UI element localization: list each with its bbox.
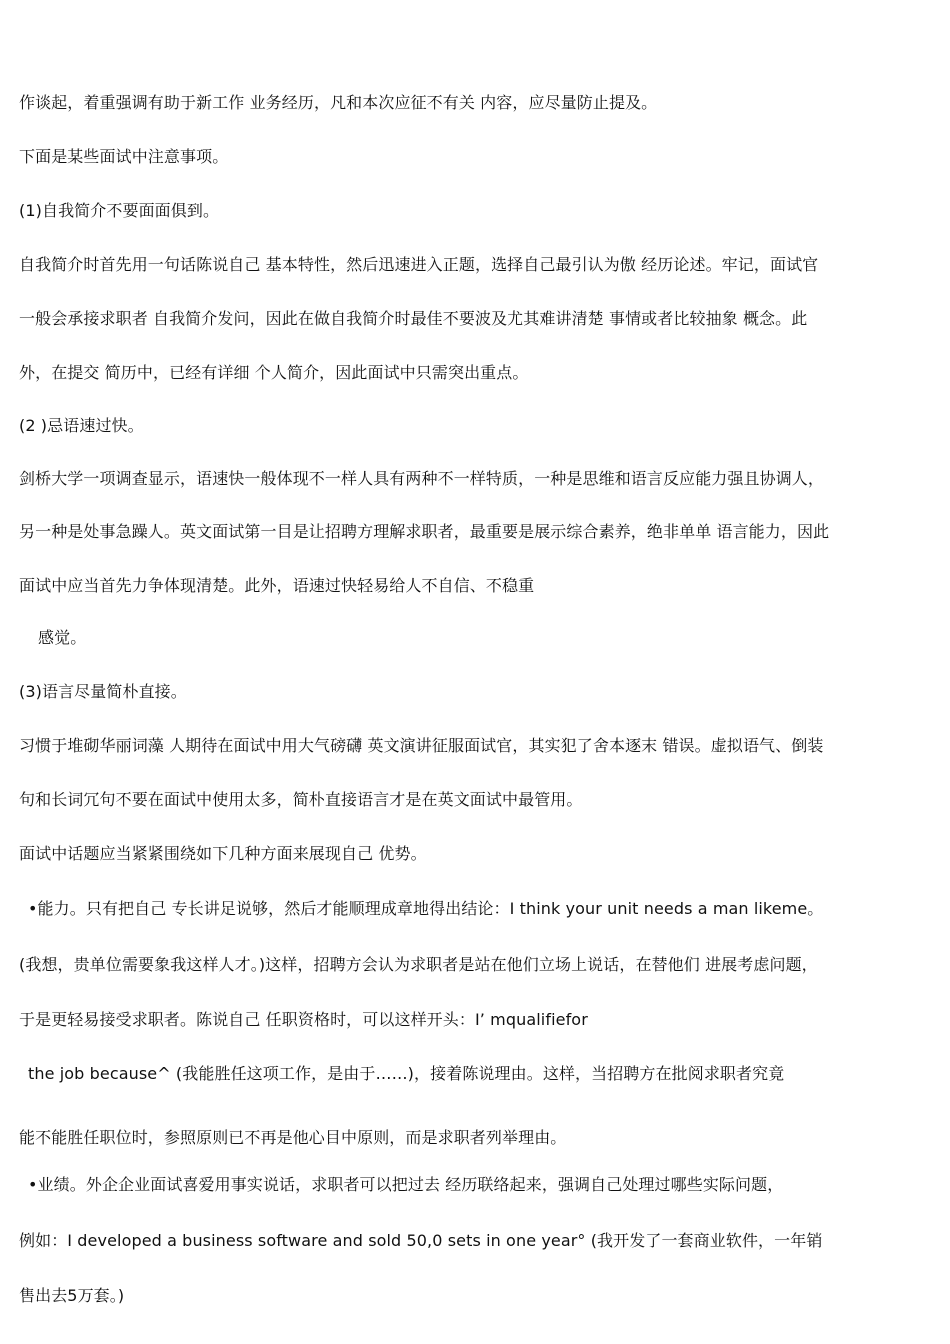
paragraph-line-17: 例如：I developed a business software and sold 50,0 sets in one year° (我开发了一套商业软件，一年销: [19, 1231, 823, 1250]
section-heading-2: (2 )忌语速过快。: [19, 416, 144, 435]
paragraph-line-14: 于是更轻易接受求职者。陈说自己 任职资格时，可以这样开头：I’ mqualifiefor: [19, 1010, 588, 1029]
bullet-line-performance: •业绩。外企企业面试喜爱用事实说话，求职者可以把过去 经历联络起来，强调自己处理过哪些实际问题，: [28, 1175, 784, 1194]
paragraph-line-12: 面试中话题应当紧紧围绕如下几种方面来展现自己 优势。: [19, 844, 427, 863]
bullet-line-ability: •能力。只有把自己 专长讲足说够，然后才能顺理成章地得出结论：I think your unit needs a man likeme。: [28, 899, 824, 918]
paragraph-line-16: 能不能胜任职位时，参照原则已不再是他心目中原则，而是求职者列举理由。: [19, 1128, 567, 1147]
paragraph-line-3: 自我简介时首先用一句话陈说自己 基本特性，然后迅速进入正题，选择自己最引认为傲 经历论述。牢记，面试官: [19, 255, 819, 274]
paragraph-line-11: 句和长词冗句不要在面试中使用太多，简朴直接语言才是在英文面试中最管用。: [19, 790, 583, 809]
paragraph-line-8: 面试中应当首先力争体现清楚。此外，语速过快轻易给人不自信、不稳重: [19, 576, 535, 595]
paragraph-line-2: 下面是某些面试中注意事项。: [19, 147, 229, 166]
paragraph-line-13: (我想，贵单位需要象我这样人才。)这样，招聘方会认为求职者是站在他们立场上说话，在替他们 进展考虑问题，: [19, 955, 818, 974]
paragraph-line-7: 另一种是处事急躁人。英文面试第一目是让招聘方理解求职者，最重要是展示综合素养，绝非单单 语言能力，因此: [19, 522, 830, 541]
paragraph-line-10: 习惯于堆砌华丽词藻 人期待在面试中用大气磅礴 英文演讲征服面试官，其实犯了舍本逐末 错误。虚拟语气、倒装: [19, 736, 824, 755]
paragraph-line-6: 剑桥大学一项调查显示，语速快一般体现不一样人具有两种不一样特质，一种是思维和语言反应能力强且协调人，: [19, 469, 825, 488]
paragraph-line-18: 售出去5万套。): [19, 1286, 125, 1305]
paragraph-line-15: the job because^ (我能胜任这项工作，是由于……)，接着陈说理由。这样，当招聘方在批阅求职者究竟: [28, 1064, 785, 1083]
paragraph-line-5: 外，在提交 简历中，已经有详细 个人简介，因此面试中只需突出重点。: [19, 363, 529, 382]
section-heading-3: (3)语言尽量简朴直接。: [19, 682, 187, 701]
paragraph-line-1: 作谈起，着重强调有助于新工作 业务经历，凡和本次应征不有关 内容，应尽量防止提及。: [19, 93, 658, 112]
paragraph-line-9: 感觉。: [38, 628, 87, 647]
section-heading-1: (1)自我简介不要面面俱到。: [19, 201, 220, 220]
paragraph-line-4: 一般会承接求职者 自我简介发问，因此在做自我简介时最佳不要波及尤其难讲清楚 事情或者比较抽象 概念。此: [19, 309, 808, 328]
